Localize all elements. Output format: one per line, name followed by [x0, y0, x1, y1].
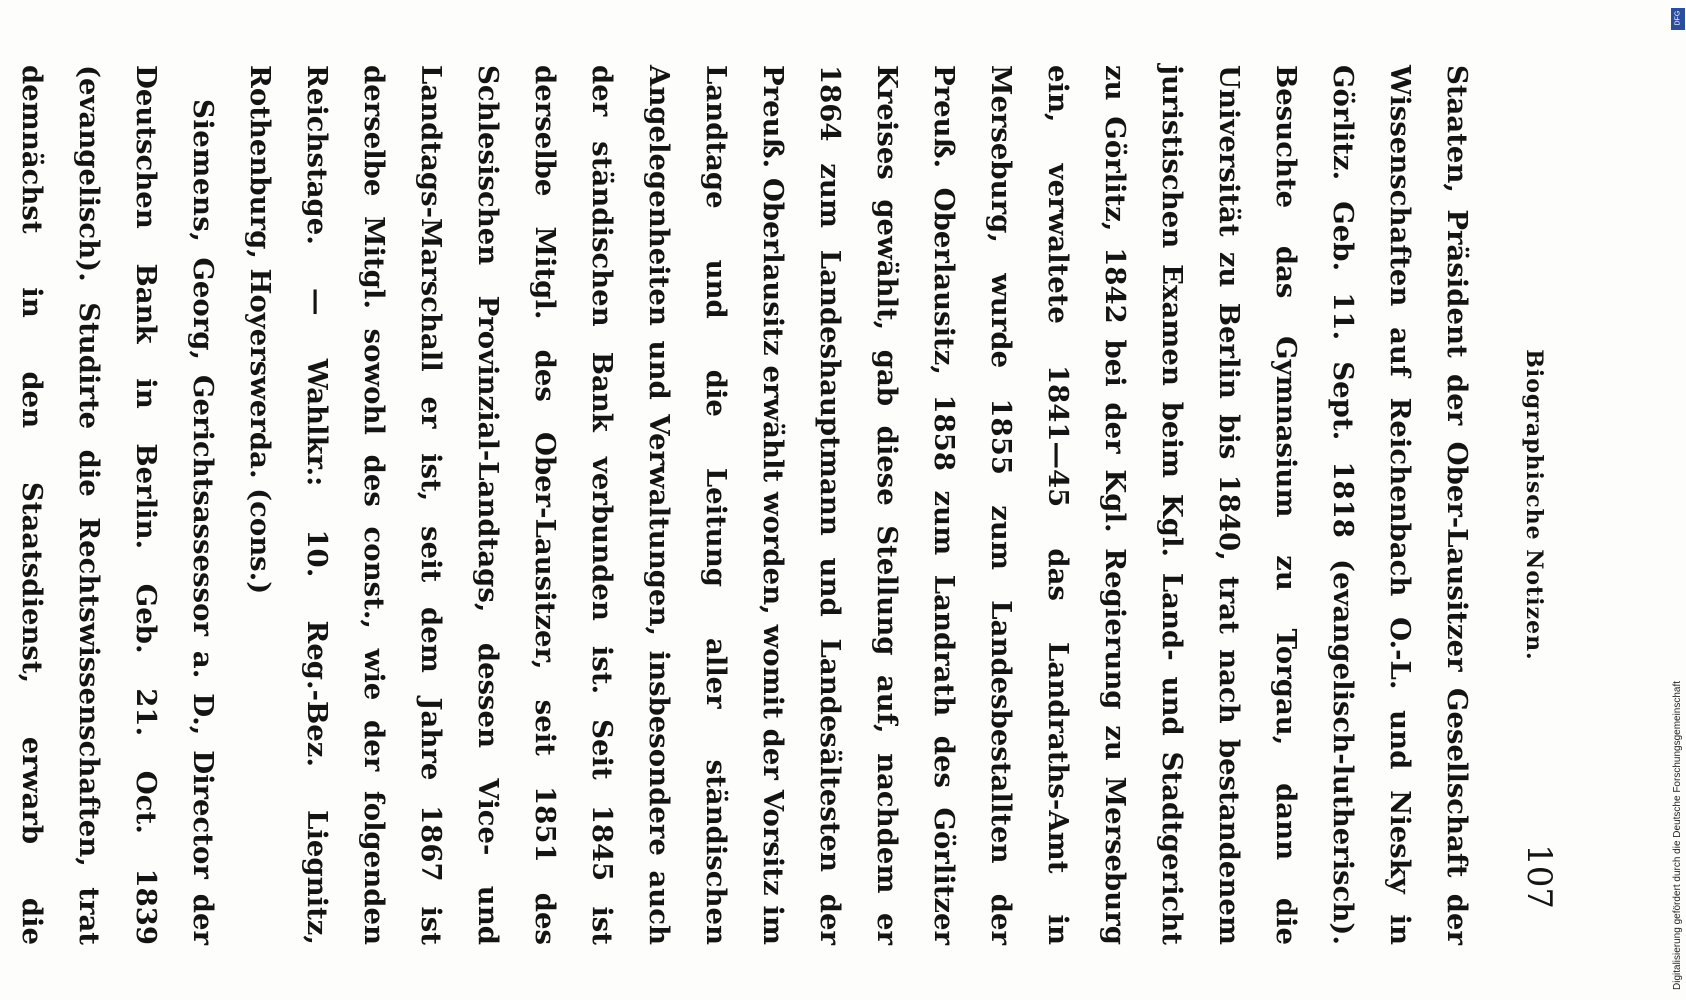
page-number: 107 [1519, 844, 1559, 909]
entry-text: Georg, Gerichtsassessor a. D., Director der Deutschen Bank in Berlin. Geb. 21. Oct. 1839 (evangelisch). Studirte die Rechtswissenschaften, trat demnächst in den Staatsdienst, erwarb die [16, 65, 219, 946]
book-page [16, 65, 1559, 946]
entry-siemens [0, 65, 231, 945]
paragraph-text: Staaten, Präsident der Ober-Lausitzer Gesellschaft der Wissenschaften auf Reichenbach O.-L. und Niesky in Görlitz. Geb. 11. Sept. 1818 (evangelisch-lutherisch). Besuchte das Gymnasium zu Torgau, dann die Universität zu Berlin bis 1840, trat nach bestandenem juristischen Examen beim Kgl. Land- und Stadtgericht zu Görlitz, 1842 bei der Kgl. Regierung zu Merseburg ein, verwaltete 1841—45 das Landraths-Amt in Merseburg, wurde 1855 zum Landesbestallten der Preuß. Oberlausitz, 1858 zum Landrath des Görlitzer Kreises gewählt, gab diese Stellung auf, nachdem er 1864 zum Landeshauptmann und Landesältesten der Preuß. Oberlausitz erwählt worden, womit der Vorsitz im Landtage und die Leitung aller ständischen Angelegenheiten und Verwaltungen, insbesondere auch der ständischen Bank verbunden ist. Seit 1845 ist derselbe Mitgl. des Ober-Lausitzer, seit 1851 des Schlesischen Provinzial-Landtags, dessen Vice- und Landtags-Marschall er ist, seit dem Jahre 1867 ist derselbe Mitgl. sowohl des const., wie der folgenden Reichstage. — Wahlkr.: 10. Reg.-Bez. Liegnitz, Rothenburg, Hoyerswerda. (cons.) [244, 65, 1473, 945]
paragraph-continued [231, 65, 1485, 945]
funding-note [1672, 500, 1684, 1000]
running-head [1507, 65, 1559, 945]
funding-note-text: Digitalisierung gefördert durch die Deutsche Forschungsgemeinschaft [1672, 680, 1683, 990]
dfg-logo: DFG [1671, 8, 1685, 30]
running-title: Biographische Notizen. [1521, 349, 1547, 661]
page-content [16, 65, 1559, 946]
body-text [0, 65, 1485, 945]
entry-name: Siemens, [187, 99, 219, 243]
